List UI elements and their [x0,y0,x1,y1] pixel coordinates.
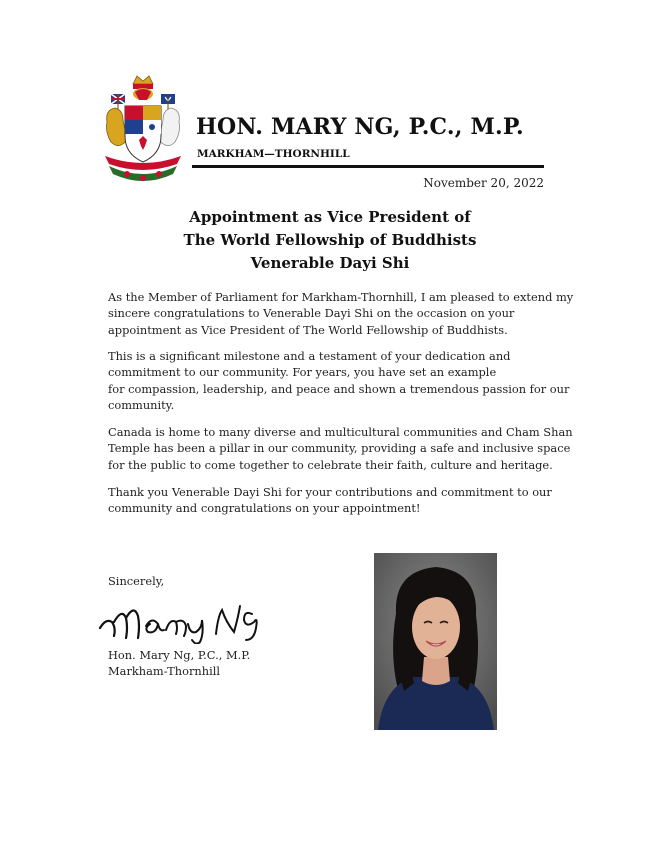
paragraph-line: sincere congratulations to Venerable Dayi Shi on the occasion on your [108,306,515,321]
paragraph-4 [108,484,568,517]
paragraph-line: Temple has been a pillar in our community, providing a safe and inclusive space [108,441,571,456]
letterhead-riding: MARKHAM—THORNHILL [197,148,350,160]
closing-signature-block [108,647,250,680]
letterhead-name: HON. MARY NG, P.C., M.P. [196,114,524,140]
letterhead-divider [192,165,544,168]
closing-name-line: Hon. Mary Ng, P.C., M.P. [108,648,251,662]
title-line-1: Appointment as Vice President of [189,208,471,226]
closing-salutation: Sincerely, [108,574,165,588]
paragraph-line: Canada is home to many diverse and multicultural communities and Cham Shan [108,425,573,439]
signature-icon [92,588,282,644]
portrait-photo [374,553,497,730]
paragraph-line: As the Member of Parliament for Markham-Thornhill, I am pleased to extend my [108,290,574,304]
paragraph-1 [108,289,574,338]
paragraph-line: for compassion, leadership, and peace and shown a tremendous passion for our [108,381,570,396]
paragraph-2 [108,348,568,414]
closing-riding-line: Markham-Thornhill [108,664,221,679]
title-line-2: The World Fellowship of Buddhists [183,231,477,249]
paragraph-line: Thank you Venerable Dayi Shi for your contributions and commitment to our [108,485,552,499]
paragraph-3 [108,424,573,473]
paragraph-line: appointment as Vice President of The World Fellowship of Buddhists. [108,322,508,337]
paragraph-line: community and congratulations on your appointment! [108,501,421,516]
coat-of-arms-icon [97,70,189,190]
paragraph-line: for the public to come together to celebrate their faith, culture and heritage. [108,457,553,472]
title-line-3: Venerable Dayi Shi [250,254,410,272]
paragraph-line: community. [108,398,175,413]
paragraph-line: commitment to our community. For years, you have set an example [108,365,497,380]
paragraph-line: This is a significant milestone and a testament of your dedication and [108,349,511,363]
letter-date: November 20, 2022 [423,176,544,190]
